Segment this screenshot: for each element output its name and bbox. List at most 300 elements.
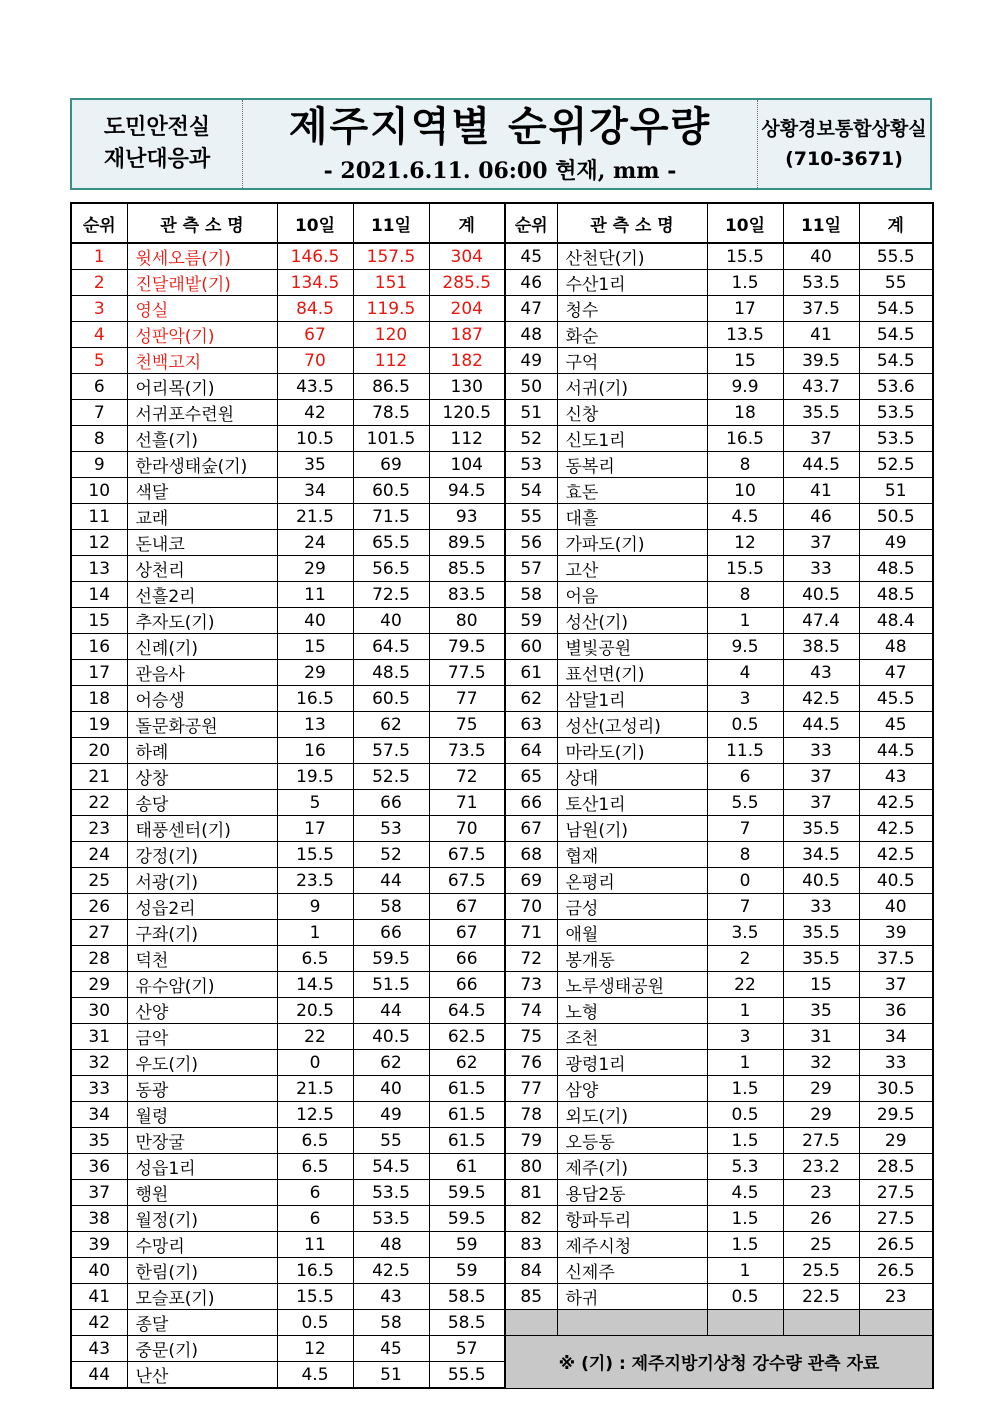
cell-rank: 7 — [71, 400, 127, 426]
cell-d11: 40.5 — [783, 868, 859, 894]
cell-rank: 47 — [505, 296, 557, 322]
cell-d11: 46 — [783, 504, 859, 530]
cell-d10: 1.5 — [707, 1232, 783, 1258]
cell-rank: 27 — [71, 920, 127, 946]
cell-name: 우도(기) — [127, 1050, 277, 1076]
cell-d11: 44 — [353, 868, 429, 894]
table-row — [71, 686, 933, 712]
cell-d10: 16.5 — [707, 426, 783, 452]
department-line-1: 도민안전실 — [103, 115, 211, 140]
page-title: 제주지역별 순위강우량 — [288, 103, 712, 150]
cell-d10: 1.5 — [707, 1076, 783, 1102]
cell-total: 45.5 — [859, 686, 933, 712]
cell-name: 성읍2리 — [127, 894, 277, 920]
cell-d11: 64.5 — [353, 634, 429, 660]
cell-d10: 23.5 — [277, 868, 353, 894]
cell-name: 수산1리 — [557, 270, 707, 296]
cell-name: 표선면(기) — [557, 660, 707, 686]
cell-rank: 85 — [505, 1284, 557, 1310]
cell-name: 신례(기) — [127, 634, 277, 660]
cell-d10: 7 — [707, 816, 783, 842]
cell-total: 30.5 — [859, 1076, 933, 1102]
cell-d11: 72.5 — [353, 582, 429, 608]
cell-total: 55.5 — [429, 1362, 505, 1389]
cell-d11: 37 — [783, 530, 859, 556]
cell-d10: 29 — [277, 556, 353, 582]
table-row — [71, 764, 933, 790]
cell-name: 노루생태공원 — [557, 972, 707, 998]
cell-d10: 24 — [277, 530, 353, 556]
cell-name: 한림(기) — [127, 1258, 277, 1284]
cell-total: 42.5 — [859, 842, 933, 868]
cell-total: 67.5 — [429, 868, 505, 894]
cell-rank: 16 — [71, 634, 127, 660]
cell-d11: 86.5 — [353, 374, 429, 400]
cell-rank: 41 — [71, 1284, 127, 1310]
cell-total: 57 — [429, 1336, 505, 1362]
cell-d10: 20.5 — [277, 998, 353, 1024]
cell-name: 신도1리 — [557, 426, 707, 452]
col-header-total: 계 — [859, 203, 933, 243]
cell-rank: 22 — [71, 790, 127, 816]
cell-rank: 84 — [505, 1258, 557, 1284]
cell-d11: 43.7 — [783, 374, 859, 400]
cell-d10: 4.5 — [707, 1180, 783, 1206]
cell-d10: 10 — [707, 478, 783, 504]
cell-d10: 15 — [707, 348, 783, 374]
cell-rank: 30 — [71, 998, 127, 1024]
cell-name: 가파도(기) — [557, 530, 707, 556]
cell-total: 204 — [429, 296, 505, 322]
cell-d10: 10.5 — [277, 426, 353, 452]
empty-gray-cell — [557, 1310, 707, 1336]
cell-d10: 9.9 — [707, 374, 783, 400]
cell-d10: 12 — [277, 1336, 353, 1362]
cell-name: 종달 — [127, 1310, 277, 1336]
cell-name: 선흘(기) — [127, 426, 277, 452]
cell-d11: 48 — [353, 1232, 429, 1258]
cell-d11: 37 — [783, 764, 859, 790]
cell-total: 42.5 — [859, 790, 933, 816]
table-row — [71, 972, 933, 998]
cell-d11: 157.5 — [353, 243, 429, 270]
cell-total: 39 — [859, 920, 933, 946]
cell-d11: 53 — [353, 816, 429, 842]
cell-d10: 29 — [277, 660, 353, 686]
cell-total: 66 — [429, 946, 505, 972]
cell-d11: 54.5 — [353, 1154, 429, 1180]
cell-total: 55 — [859, 270, 933, 296]
cell-d11: 32 — [783, 1050, 859, 1076]
cell-d10: 146.5 — [277, 243, 353, 270]
cell-name: 서광(기) — [127, 868, 277, 894]
cell-d10: 6.5 — [277, 946, 353, 972]
cell-d11: 42.5 — [783, 686, 859, 712]
cell-rank: 38 — [71, 1206, 127, 1232]
cell-d11: 66 — [353, 790, 429, 816]
cell-total: 61 — [429, 1154, 505, 1180]
table-row — [71, 400, 933, 426]
cell-rank: 6 — [71, 374, 127, 400]
table-row — [71, 842, 933, 868]
cell-total: 79.5 — [429, 634, 505, 660]
cell-name: 온평리 — [557, 868, 707, 894]
cell-name: 어음 — [557, 582, 707, 608]
cell-total: 48.5 — [859, 556, 933, 582]
cell-total: 29.5 — [859, 1102, 933, 1128]
cell-name: 교래 — [127, 504, 277, 530]
table-row — [71, 816, 933, 842]
cell-d10: 1 — [707, 998, 783, 1024]
cell-total: 48 — [859, 634, 933, 660]
col-header-day11: 11일 — [783, 203, 859, 243]
cell-rank: 64 — [505, 738, 557, 764]
cell-rank: 10 — [71, 478, 127, 504]
cell-rank: 14 — [71, 582, 127, 608]
cell-name: 모슬포(기) — [127, 1284, 277, 1310]
cell-name: 덕천 — [127, 946, 277, 972]
cell-d10: 4 — [707, 660, 783, 686]
cell-total: 59.5 — [429, 1180, 505, 1206]
cell-d11: 22.5 — [783, 1284, 859, 1310]
cell-d11: 119.5 — [353, 296, 429, 322]
cell-d11: 56.5 — [353, 556, 429, 582]
report-header — [70, 98, 932, 190]
cell-rank: 66 — [505, 790, 557, 816]
cell-total: 53.5 — [859, 426, 933, 452]
cell-rank: 69 — [505, 868, 557, 894]
cell-d11: 42.5 — [353, 1258, 429, 1284]
cell-rank: 35 — [71, 1128, 127, 1154]
cell-d11: 66 — [353, 920, 429, 946]
cell-d11: 44 — [353, 998, 429, 1024]
cell-d11: 26 — [783, 1206, 859, 1232]
cell-name: 구좌(기) — [127, 920, 277, 946]
cell-d10: 6 — [277, 1180, 353, 1206]
cell-d11: 29 — [783, 1102, 859, 1128]
cell-d10: 0.5 — [707, 1102, 783, 1128]
cell-total: 40.5 — [859, 868, 933, 894]
cell-total: 49 — [859, 530, 933, 556]
cell-total: 58.5 — [429, 1310, 505, 1336]
cell-d10: 13 — [277, 712, 353, 738]
cell-d11: 44.5 — [783, 452, 859, 478]
cell-name: 조천 — [557, 1024, 707, 1050]
table-row — [71, 1206, 933, 1232]
table-row — [71, 712, 933, 738]
table-row — [71, 1310, 933, 1336]
cell-rank: 55 — [505, 504, 557, 530]
cell-name: 하귀 — [557, 1284, 707, 1310]
cell-rank: 28 — [71, 946, 127, 972]
cell-rank: 83 — [505, 1232, 557, 1258]
cell-rank: 57 — [505, 556, 557, 582]
cell-d10: 43.5 — [277, 374, 353, 400]
cell-rank: 9 — [71, 452, 127, 478]
table-row — [71, 582, 933, 608]
cell-rank: 78 — [505, 1102, 557, 1128]
cell-d11: 38.5 — [783, 634, 859, 660]
cell-rank: 71 — [505, 920, 557, 946]
cell-rank: 56 — [505, 530, 557, 556]
cell-total: 36 — [859, 998, 933, 1024]
cell-d11: 37 — [783, 790, 859, 816]
cell-rank: 13 — [71, 556, 127, 582]
table-row — [71, 738, 933, 764]
cell-d11: 101.5 — [353, 426, 429, 452]
cell-d10: 3 — [707, 686, 783, 712]
table-header-row — [71, 203, 933, 243]
cell-d10: 15.5 — [707, 243, 783, 270]
cell-d11: 53.5 — [353, 1180, 429, 1206]
cell-rank: 39 — [71, 1232, 127, 1258]
table-row — [71, 1232, 933, 1258]
cell-d10: 16.5 — [277, 1258, 353, 1284]
table-row — [71, 270, 933, 296]
table-row — [71, 296, 933, 322]
cell-name: 진달래밭(기) — [127, 270, 277, 296]
cell-d10: 14.5 — [277, 972, 353, 998]
cell-name: 효돈 — [557, 478, 707, 504]
table-row — [71, 1336, 933, 1362]
col-header-day11: 11일 — [353, 203, 429, 243]
office-phone: (710-3671) — [785, 148, 903, 170]
cell-rank: 44 — [71, 1362, 127, 1389]
cell-d11: 52.5 — [353, 764, 429, 790]
cell-total: 77 — [429, 686, 505, 712]
cell-rank: 68 — [505, 842, 557, 868]
cell-d10: 15.5 — [277, 842, 353, 868]
cell-total: 62.5 — [429, 1024, 505, 1050]
cell-rank: 54 — [505, 478, 557, 504]
cell-total: 112 — [429, 426, 505, 452]
cell-rank: 31 — [71, 1024, 127, 1050]
cell-d11: 31 — [783, 1024, 859, 1050]
cell-name: 산양 — [127, 998, 277, 1024]
cell-rank: 20 — [71, 738, 127, 764]
cell-d11: 62 — [353, 712, 429, 738]
cell-d11: 34.5 — [783, 842, 859, 868]
cell-d10: 4.5 — [277, 1362, 353, 1389]
cell-d11: 40.5 — [783, 582, 859, 608]
cell-d10: 6 — [707, 764, 783, 790]
cell-total: 53.5 — [859, 400, 933, 426]
cell-rank: 18 — [71, 686, 127, 712]
cell-d10: 3 — [707, 1024, 783, 1050]
cell-total: 182 — [429, 348, 505, 374]
cell-d10: 6 — [277, 1206, 353, 1232]
table-row — [71, 374, 933, 400]
cell-total: 120.5 — [429, 400, 505, 426]
cell-name: 협재 — [557, 842, 707, 868]
office-name: 상황경보통합상황실 — [761, 118, 927, 140]
cell-d10: 15.5 — [277, 1284, 353, 1310]
cell-total: 67 — [429, 894, 505, 920]
table-row — [71, 920, 933, 946]
cell-rank: 3 — [71, 296, 127, 322]
cell-d11: 44.5 — [783, 712, 859, 738]
cell-d10: 3.5 — [707, 920, 783, 946]
cell-total: 285.5 — [429, 270, 505, 296]
cell-name: 동복리 — [557, 452, 707, 478]
table-row — [71, 322, 933, 348]
cell-name: 어승생 — [127, 686, 277, 712]
cell-rank: 2 — [71, 270, 127, 296]
empty-gray-cell — [859, 1310, 933, 1336]
cell-name: 삼양 — [557, 1076, 707, 1102]
cell-d11: 40.5 — [353, 1024, 429, 1050]
cell-d10: 21.5 — [277, 1076, 353, 1102]
cell-name: 구억 — [557, 348, 707, 374]
rainfall-ranking-table — [70, 202, 934, 1389]
cell-total: 29 — [859, 1128, 933, 1154]
cell-rank: 51 — [505, 400, 557, 426]
cell-name: 태풍센터(기) — [127, 816, 277, 842]
cell-d10: 8 — [707, 582, 783, 608]
cell-rank: 60 — [505, 634, 557, 660]
cell-rank: 25 — [71, 868, 127, 894]
cell-name: 토산1리 — [557, 790, 707, 816]
cell-d11: 58 — [353, 1310, 429, 1336]
cell-name: 서귀포수련원 — [127, 400, 277, 426]
cell-rank: 79 — [505, 1128, 557, 1154]
cell-d10: 11 — [277, 582, 353, 608]
cell-d11: 43 — [353, 1284, 429, 1310]
empty-gray-cell — [783, 1310, 859, 1336]
table-row — [71, 556, 933, 582]
cell-total: 64.5 — [429, 998, 505, 1024]
cell-d11: 60.5 — [353, 686, 429, 712]
page-subtitle: - 2021.6.11. 06:00 현재, mm - — [323, 157, 677, 184]
cell-d10: 84.5 — [277, 296, 353, 322]
cell-d11: 53.5 — [353, 1206, 429, 1232]
cell-rank: 63 — [505, 712, 557, 738]
cell-rank: 15 — [71, 608, 127, 634]
cell-name: 어리목(기) — [127, 374, 277, 400]
cell-name: 금성 — [557, 894, 707, 920]
title-block — [243, 100, 758, 188]
table-row — [71, 1050, 933, 1076]
cell-total: 104 — [429, 452, 505, 478]
cell-d11: 35.5 — [783, 400, 859, 426]
cell-rank: 40 — [71, 1258, 127, 1284]
cell-total: 48.5 — [859, 582, 933, 608]
cell-rank: 34 — [71, 1102, 127, 1128]
cell-rank: 53 — [505, 452, 557, 478]
cell-rank: 23 — [71, 816, 127, 842]
cell-d10: 8 — [707, 452, 783, 478]
cell-d10: 15 — [277, 634, 353, 660]
cell-name: 선흘2리 — [127, 582, 277, 608]
empty-gray-cell — [505, 1310, 557, 1336]
cell-name: 유수암(기) — [127, 972, 277, 998]
table-row — [71, 504, 933, 530]
cell-d11: 40 — [353, 608, 429, 634]
cell-name: 상천리 — [127, 556, 277, 582]
cell-total: 67 — [429, 920, 505, 946]
cell-d11: 71.5 — [353, 504, 429, 530]
col-header-rank: 순위 — [71, 203, 127, 243]
cell-name: 오등동 — [557, 1128, 707, 1154]
cell-d11: 33 — [783, 894, 859, 920]
cell-total: 59.5 — [429, 1206, 505, 1232]
cell-rank: 52 — [505, 426, 557, 452]
cell-name: 동광 — [127, 1076, 277, 1102]
cell-rank: 72 — [505, 946, 557, 972]
cell-name: 별빛공원 — [557, 634, 707, 660]
cell-total: 77.5 — [429, 660, 505, 686]
cell-d10: 1 — [707, 608, 783, 634]
cell-d11: 39.5 — [783, 348, 859, 374]
col-header-station: 관 측 소 명 — [557, 203, 707, 243]
cell-total: 55.5 — [859, 243, 933, 270]
cell-name: 행원 — [127, 1180, 277, 1206]
cell-d11: 35.5 — [783, 816, 859, 842]
cell-rank: 24 — [71, 842, 127, 868]
cell-rank: 33 — [71, 1076, 127, 1102]
cell-name: 관음사 — [127, 660, 277, 686]
cell-rank: 26 — [71, 894, 127, 920]
department-line-2: 재난대응과 — [103, 147, 211, 172]
cell-d10: 21.5 — [277, 504, 353, 530]
table-row — [71, 1128, 933, 1154]
cell-d10: 70 — [277, 348, 353, 374]
cell-name: 난산 — [127, 1362, 277, 1389]
cell-rank: 4 — [71, 322, 127, 348]
cell-total: 54.5 — [859, 348, 933, 374]
cell-d11: 58 — [353, 894, 429, 920]
cell-rank: 42 — [71, 1310, 127, 1336]
table-row — [71, 426, 933, 452]
cell-name: 신제주 — [557, 1258, 707, 1284]
cell-name: 성산(고성리) — [557, 712, 707, 738]
cell-rank: 43 — [71, 1336, 127, 1362]
cell-total: 53.6 — [859, 374, 933, 400]
cell-total: 50.5 — [859, 504, 933, 530]
cell-name: 성판악(기) — [127, 322, 277, 348]
cell-name: 봉개동 — [557, 946, 707, 972]
cell-rank: 62 — [505, 686, 557, 712]
cell-rank: 12 — [71, 530, 127, 556]
table-row — [71, 243, 933, 270]
cell-d10: 12 — [707, 530, 783, 556]
cell-d11: 41 — [783, 478, 859, 504]
cell-name: 외도(기) — [557, 1102, 707, 1128]
cell-d10: 5 — [277, 790, 353, 816]
table-row — [71, 1024, 933, 1050]
cell-d10: 7 — [707, 894, 783, 920]
cell-total: 43 — [859, 764, 933, 790]
cell-d11: 35.5 — [783, 920, 859, 946]
cell-name: 색달 — [127, 478, 277, 504]
cell-rank: 8 — [71, 426, 127, 452]
cell-name: 하례 — [127, 738, 277, 764]
cell-d10: 0.5 — [707, 712, 783, 738]
cell-total: 34 — [859, 1024, 933, 1050]
cell-name: 청수 — [557, 296, 707, 322]
cell-total: 33 — [859, 1050, 933, 1076]
cell-d10: 17 — [277, 816, 353, 842]
col-header-day10: 10일 — [707, 203, 783, 243]
cell-d11: 59.5 — [353, 946, 429, 972]
cell-total: 27.5 — [859, 1180, 933, 1206]
cell-name: 산천단(기) — [557, 243, 707, 270]
cell-rank: 58 — [505, 582, 557, 608]
cell-total: 73.5 — [429, 738, 505, 764]
cell-d11: 65.5 — [353, 530, 429, 556]
table-row — [71, 1102, 933, 1128]
cell-d10: 9.5 — [707, 634, 783, 660]
